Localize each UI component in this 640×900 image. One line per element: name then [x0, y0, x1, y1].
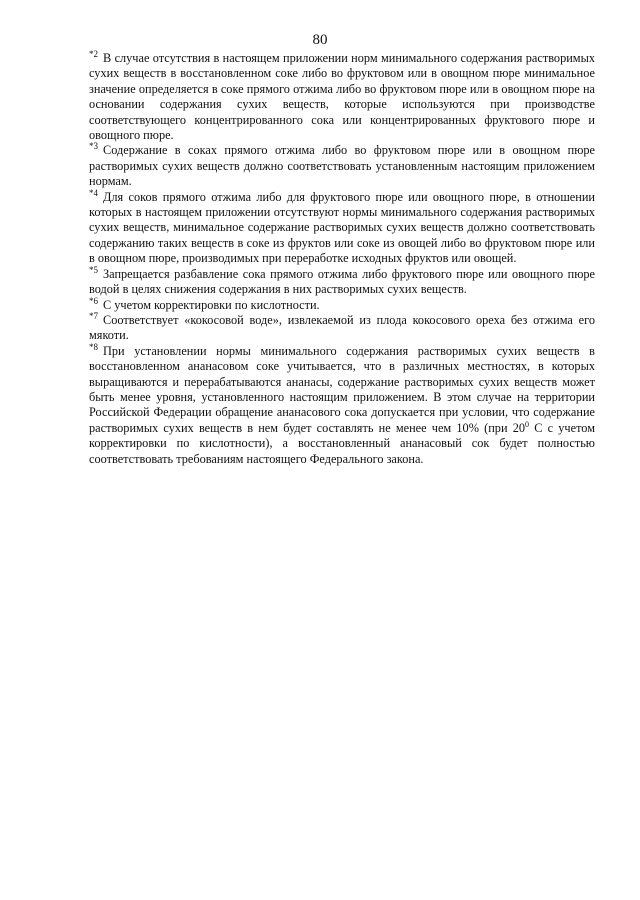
- footnote-text: Соответствует «кокосовой воде», извлекаемой из плода кокосового ореха без отжима его мякоти.: [89, 312, 595, 343]
- footnote-marker: *5: [89, 264, 98, 275]
- footnote-4: [89, 187, 595, 267]
- footnote-text: Для соков прямого отжима либо для фруктового пюре или овощного пюре, в отношении которых в настоящем приложении отсутствуют нормы минимального содержания растворимых сухих веществ, минимальное содержание растворимых сухих веществ должно соответствовать содержанию таких веществ в соке из фруктов или соке из овощей либо во фруктовом пюре или в овощном пюре, производимых при переработке исходных фруктов или овощей.: [89, 189, 595, 266]
- footnote-marker: *3: [89, 141, 98, 152]
- page-number: 80: [312, 32, 328, 48]
- footnote-marker: *4: [89, 187, 98, 198]
- footnote-text-before: При установлении нормы минимального содержания растворимых сухих веществ в восстановленном ананасовом соке учитывается, что в различных местностях, в которых выращиваются и перерабатываются ананасы, содержание растворимых сухих веществ может быть менее уровня, установленного настоящим приложением. В этом случае на территории Российской Федерации обращение ананасового сока допускается при условии, что содержание растворимых сухих веществ в нем будет составлять не менее чем 10% (при 20: [89, 343, 595, 435]
- footnote-text: Запрещается разбавление сока прямого отжима либо фруктового пюре или овощного пюре водой в целях снижения содержания в них растворимых сухих веществ.: [89, 266, 595, 297]
- footnote-text-after: С с учетом корректировки по кислотности), а восстановленный ананасовый сок будет полностью соответствовать требованиям настоящего Федерального закона.: [89, 420, 595, 466]
- footnote-2: [89, 51, 595, 143]
- footnote-marker: *8: [89, 341, 98, 352]
- footnote-6: [89, 295, 595, 313]
- footnote-8: [89, 341, 595, 467]
- footnote-7: [89, 310, 595, 344]
- degree-superscript: 0: [525, 419, 530, 429]
- footnote-text: С учетом корректировки по кислотности.: [103, 297, 320, 312]
- footnote-5: [89, 264, 595, 298]
- footnote-3: [89, 143, 595, 189]
- footnote-marker: *2: [89, 49, 98, 59]
- footnote-text: В случае отсутствия в настоящем приложении норм минимального содержания растворимых сухих веществ в восстановленном соке либо во фруктовом или в овощном пюре минимальное значение определяется в соке прямого отжима либо во фруктовом пюре или в овощном пюре на основании содержания сухих веществ, которые используются при производстве соответствующего концентрированного сока или концентрированных фруктового пюре и овощного пюре.: [89, 51, 595, 143]
- footnote-marker: *6: [89, 295, 98, 306]
- footnote-text: Содержание в соках прямого отжима либо во фруктовом пюре или в овощном пюре растворимых сухих веществ должно соответствовать установленным настоящим приложением нормам.: [89, 143, 595, 189]
- footnotes: [89, 51, 595, 467]
- footnote-marker: *7: [89, 310, 98, 321]
